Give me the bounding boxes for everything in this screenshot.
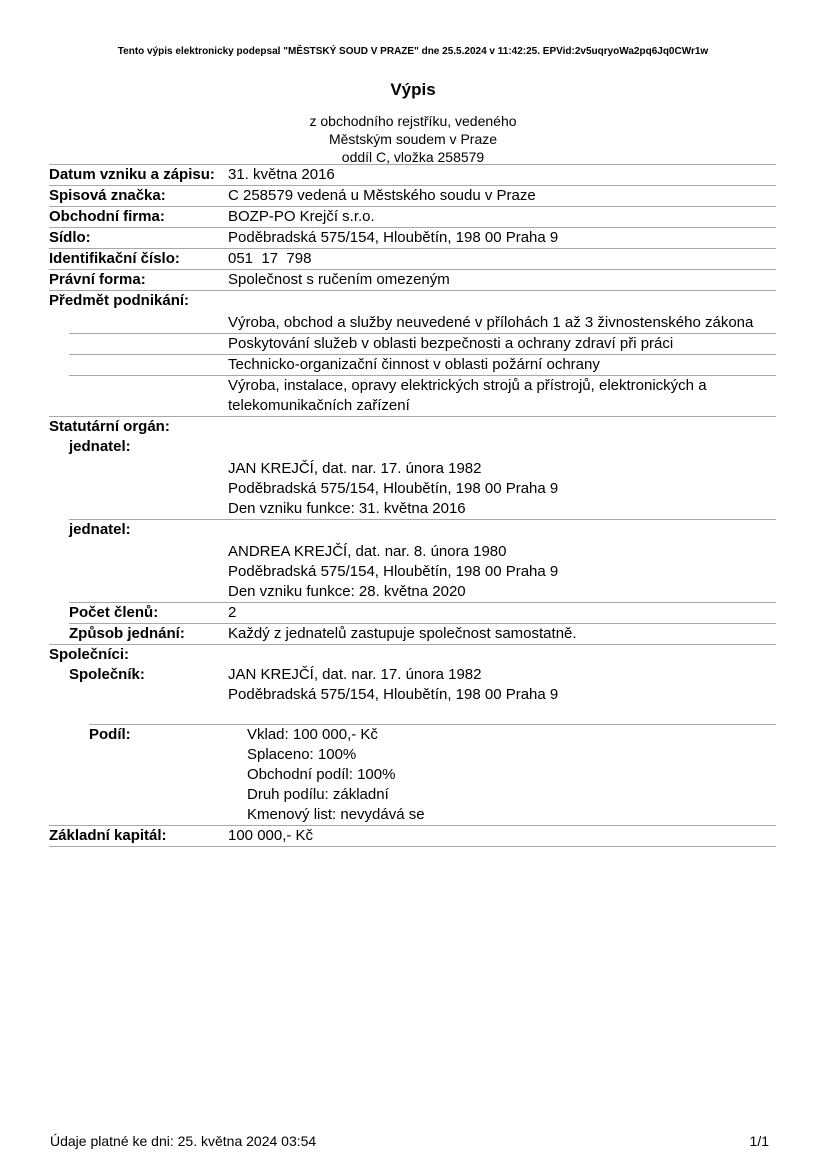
- jednatel-address: Poděbradská 575/154, Hloubětín, 198 00 Praha 9: [228, 563, 559, 580]
- predmet-item-text: Výroba, instalace, opravy elektrických strojů a přístrojů, elektronických a: [228, 377, 707, 394]
- firma-value: BOZP-PO Krejčí s.r.o.: [228, 208, 375, 225]
- spolecnici-label: Společníci:: [49, 646, 130, 663]
- spisova-label: Spisová značka:: [49, 187, 166, 204]
- predmet-item: [49, 355, 776, 375]
- jednatel-block: [49, 542, 776, 602]
- predmet-item: [49, 313, 776, 333]
- ico-label: Identifikační číslo:: [49, 250, 180, 267]
- document-subtitle: [0, 112, 826, 166]
- subtitle-line: oddíl C, vložka 258579: [341, 149, 485, 165]
- sidlo-value: Poděbradská 575/154, Hloubětín, 198 00 Praha 9: [228, 229, 559, 246]
- validity-date: Údaje platné ke dni: 25. května 2024 03:54: [50, 1133, 317, 1149]
- subtitle-line: Městským soudem v Praze: [328, 131, 498, 147]
- page-footer: [50, 1133, 769, 1149]
- podil-splaceno: Splaceno: 100%: [247, 746, 357, 763]
- jednatel-address: Poděbradská 575/154, Hloubětín, 198 00 Praha 9: [228, 480, 559, 497]
- document-title: Výpis: [390, 80, 436, 99]
- row-spolecnici: [49, 645, 776, 665]
- spolecnik-block: [49, 665, 776, 705]
- predmet-item-text: Poskytování služeb v oblasti bezpečnosti a ochrany zdraví při práci: [228, 335, 674, 352]
- podil-block: [49, 725, 776, 825]
- sidlo-label: Sídlo:: [49, 229, 91, 246]
- jednatel-name: JAN KREJČÍ, dat. nar. 17. února 1982: [228, 460, 482, 477]
- predmet-item-text: telekomunikačních zařízení: [228, 397, 410, 414]
- page-number: 1/1: [749, 1133, 769, 1149]
- register-extract: [49, 164, 776, 847]
- electronic-signature-note: Tento výpis elektronicky podepsal "MĚSTSKÝ SOUD V PRAZE" dne 25.5.2024 v 11:42:25. EPVid:2v5uqryoWa2pq6Jq0CWr1w: [117, 46, 709, 57]
- podil-obchodni: Obchodní podíl: 100%: [247, 766, 396, 783]
- row-statutarni: [49, 417, 776, 437]
- statutarni-label: Statutární orgán:: [49, 418, 170, 435]
- pocet-label: Počet členů:: [69, 604, 159, 621]
- podil-druh: Druh podílu: základní: [247, 786, 389, 803]
- jednatel-heading: [49, 437, 776, 457]
- row-sidlo: [49, 228, 776, 248]
- podil-vklad: Vklad: 100 000,- Kč: [247, 726, 378, 743]
- jednatel-function-start: Den vzniku funkce: 31. května 2016: [228, 500, 466, 517]
- jednatel-heading: [49, 520, 776, 540]
- kapital-label: Základní kapitál:: [49, 827, 167, 844]
- jednatel-label: jednatel:: [69, 521, 131, 538]
- subtitle-line: z obchodního rejstříku, vedeného: [309, 113, 517, 129]
- row-ico: [49, 249, 776, 269]
- podil-kmenovy-list: Kmenový list: nevydává se: [247, 806, 425, 823]
- predmet-label: Předmět podnikání:: [49, 292, 190, 309]
- row-pocet: [49, 603, 776, 623]
- row-datum: [49, 165, 776, 185]
- row-predmet: [49, 291, 776, 311]
- spolecnik-name: JAN KREJČÍ, dat. nar. 17. února 1982: [228, 666, 482, 683]
- jednatel-function-start: Den vzniku funkce: 28. května 2020: [228, 583, 466, 600]
- jednatel-block: [49, 459, 776, 519]
- firma-label: Obchodní firma:: [49, 208, 165, 225]
- row-spisova: [49, 186, 776, 206]
- jednatel-name: ANDREA KREJČÍ, dat. nar. 8. února 1980: [228, 543, 507, 560]
- pocet-value: 2: [228, 604, 237, 621]
- jednatel-label: jednatel:: [69, 438, 131, 455]
- predmet-item-text: Výroba, obchod a služby neuvedené v přílohách 1 až 3 živnostenského zákona: [228, 314, 754, 331]
- forma-value: Společnost s ručením omezeným: [228, 271, 450, 288]
- spolecnik-address: Poděbradská 575/154, Hloubětín, 198 00 Praha 9: [228, 686, 559, 703]
- spisova-value: C 258579 vedená u Městského soudu v Praze: [228, 187, 536, 204]
- zpusob-value: Každý z jednatelů zastupuje společnost samostatně.: [228, 625, 577, 642]
- datum-label: Datum vzniku a zápisu:: [49, 166, 215, 183]
- zpusob-label: Způsob jednání:: [69, 625, 185, 642]
- datum-value: 31. května 2016: [228, 166, 335, 183]
- spolecnik-label: Společník:: [69, 666, 145, 683]
- row-zpusob: [49, 624, 776, 644]
- podil-label: Podíl:: [89, 726, 131, 743]
- row-firma: [49, 207, 776, 227]
- predmet-item: [49, 334, 776, 354]
- divider: [49, 846, 776, 847]
- ico-value: 051 17 798: [228, 250, 312, 267]
- predmet-item: [49, 376, 776, 416]
- forma-label: Právní forma:: [49, 271, 146, 288]
- kapital-value: 100 000,- Kč: [228, 827, 314, 844]
- row-forma: [49, 270, 776, 290]
- row-kapital: [49, 826, 776, 846]
- predmet-item-text: Technicko-organizační činnost v oblasti požární ochrany: [228, 356, 600, 373]
